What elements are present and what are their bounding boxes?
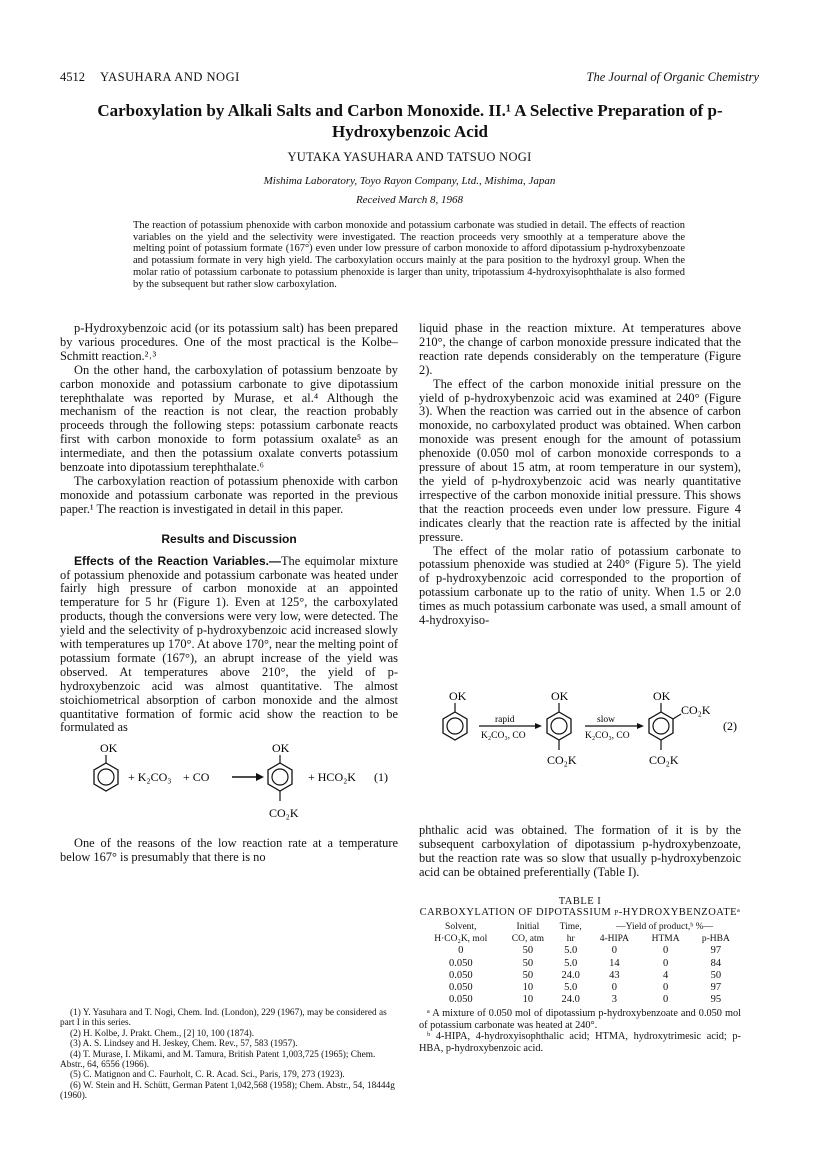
eq2-s2-top: OK xyxy=(551,689,569,703)
footnote: (4) T. Murase, I. Mikami, and M. Tamura, British Patent 1,003,725 (1965); Chem. Abstr., 64, 6556 (1966). xyxy=(60,1049,376,1071)
eq2-s3-top: OK xyxy=(653,689,671,703)
data-table xyxy=(419,921,741,1006)
table-header: CO, atm xyxy=(511,934,544,945)
table-cell: 0 xyxy=(611,982,617,994)
footnote: (5) C. Matignon and C. Faurholt, C. R. Acad. Sci., Paris, 179, 273 (1923). xyxy=(70,1070,345,1081)
table-cell: 0.050 xyxy=(448,969,473,981)
table-cell: 4 xyxy=(662,969,669,981)
eq2-arrow1-top: rapid xyxy=(495,715,515,725)
eq2-s3-bottom: CO₂K xyxy=(649,753,679,767)
eq1-byproduct: + HCO₂K xyxy=(308,770,356,785)
table-cell: 24.0 xyxy=(561,969,580,981)
paragraph: liquid phase in the reaction mixture. At temperatures above 210°, the change of carbon monoxide pressure indicated that the reaction rate depends considerably on the temperature (Figure 2). xyxy=(419,321,741,377)
table-cell: 0 xyxy=(662,945,669,957)
eq2-number: (2) xyxy=(723,719,737,733)
footnote: (3) A. S. Lindsey and H. Jeskey, Chem. Rev., 57, 583 (1957). xyxy=(70,1039,298,1050)
table-row xyxy=(419,994,741,1006)
table-header: —Yield of product,ᵇ %— xyxy=(616,922,713,932)
received-date: Received March 8, 1968 xyxy=(355,194,464,206)
eq2-arrow2-top: slow xyxy=(597,715,615,725)
table-cell: 14 xyxy=(609,957,620,969)
table-row xyxy=(419,982,741,994)
table-cell: 5.0 xyxy=(564,982,578,994)
abstract: The reaction of potassium phenoxide with carbon monoxide and potassium carbonate was studied in detail. The effects of reaction variables on the yield and the selectivity were investigated. The reaction proceeds very smoothly at a temperature above the melting point of potassium formate (167°) even under low pressure of carbon monoxide to afford dipotassium p-hydroxybenzoate and potassium formate in very high yield. The carboxylation occurs mainly at the para position to the hydroxyl group. When the molar ratio of potassium carbonate to potassium phenoxide is larger than unity, tripotassium 4-hydroxyisophthalate is also formed by the subsequent but rather slow carboxylation. xyxy=(133,220,685,290)
left-column xyxy=(60,322,398,865)
table-cell: 0.050 xyxy=(448,994,473,1006)
table-cell: 50 xyxy=(522,969,534,981)
table-header: 4-HIPA xyxy=(599,934,629,945)
table-cell: 5.0 xyxy=(564,957,578,969)
footnote: (1) Y. Yasuhara and T. Nogi, Chem. Ind. (London), 229 (1967), may be considered as part I in this series. xyxy=(60,1008,387,1029)
paragraph: The carboxylation reaction of potassium phenoxide with carbon monoxide and potassium carbonate was reported in the previous paper.¹ The reaction is investigated in detail in this paper. xyxy=(60,473,398,516)
eq1-co: + CO xyxy=(183,770,210,785)
table-cell: 95 xyxy=(710,994,722,1006)
table-note: ᵇ 4-HIPA, 4-hydroxyisophthalic acid; HTMA, hydroxytrimesic acid; p-HBA, p-hydroxybenzoic acid. xyxy=(419,1031,741,1054)
table-cell: 50 xyxy=(522,957,534,969)
table-cell: 84 xyxy=(710,957,722,969)
footnote: (2) H. Kolbe, J. Prakt. Chem., [2] 10, 100 (1874). xyxy=(70,1028,255,1039)
page-number: 4512 xyxy=(60,70,85,84)
table-cell: 0 xyxy=(662,957,669,969)
table-header-row xyxy=(419,933,741,945)
table-cell: 10 xyxy=(522,994,534,1006)
table-1 xyxy=(419,896,741,1054)
eq2-s3-side: CO₂K xyxy=(681,703,711,717)
runin-heading: Effects of the Reaction Variables.— xyxy=(74,553,281,568)
table-cell: 0 xyxy=(662,994,669,1006)
table-note: ᵃ A mixture of 0.050 mol of dipotassium p-hydroxybenzoate and 0.050 mol of potassium carbonate was heated at 240°. xyxy=(419,1008,741,1031)
table-header: p-HBA xyxy=(701,934,730,945)
article-title: Carboxylation by Alkali Salts and Carbon Monoxide. II.¹ A Selective Preparation of p-Hydroxybenzoic Acid xyxy=(97,101,723,141)
table-row xyxy=(419,945,741,957)
affiliation: Mishima Laboratory, Toyo Rayon Company, Ltd., Mishima, Japan xyxy=(263,175,556,187)
eq1-reactant-group: OK xyxy=(100,741,118,756)
paragraph: phthalic acid was obtained. The formation of it is by the subsequent carboxylation of dipotassium p-hydroxybenzoate, but the reaction rate was so slow that usually p-hydroxybenzoic acid can be obtained preferentially (Table I). xyxy=(419,823,741,879)
table-header: Solvent, xyxy=(445,922,477,932)
article-authors: YUTAKA YASUHARA AND TATSUO NOGI xyxy=(287,150,532,164)
paragraph xyxy=(60,555,398,736)
table-header: HTMA xyxy=(651,934,680,945)
footnote: (6) W. Stein and H. Schütt, German Patent 1,042,568 (1958); Chem. Abstr., 54, 18444g (1960). xyxy=(60,1080,395,1102)
section-heading: Results and Discussion xyxy=(161,531,297,546)
journal-name: The Journal of Organic Chemistry xyxy=(586,70,759,84)
table-cell: 0 xyxy=(662,982,669,994)
table-cell: 10 xyxy=(522,982,534,994)
footnotes xyxy=(60,1008,398,1102)
eq2-s2-bottom: CO₂K xyxy=(547,753,577,767)
table-cell: 50 xyxy=(522,945,534,957)
right-column-lower xyxy=(419,824,741,880)
table-header: H·CO₂K, mol xyxy=(434,934,488,945)
paragraph-text: The equimolar mixture of potassium phenoxide and potassium carbonate was heated under fairly high pressure of carbon monoxide at an appointed temperature for 5 hr (Figure 1). Even at 125°, the carboxylated products, though the conversions were very low, were detected. The yield and the selectivity of p-hydroxybenzoic acid increased slowly with temperatures up 170°. At above 170°, near the melting point of potassium formate (167°), an abrupt increase of the yield was observed. At temperatures above 210°, the yield of p-hydroxybenzoic acid was almost quantitative. The almost stoichiometrical absorption of carbon monoxide and the almost quantitative formation of formic acid show the reaction to be formulated as xyxy=(60,553,398,735)
table-cell: 50 xyxy=(710,969,722,981)
eq1-product-bottom: CO₂K xyxy=(269,806,299,821)
paragraph: One of the reasons of the low reaction rate at a temperature below 167° is presumably that there is no xyxy=(60,836,398,865)
table-cell: 0.050 xyxy=(448,982,473,994)
eq2-s1-group: OK xyxy=(449,689,467,703)
table-header: Initial xyxy=(516,922,540,932)
table-cell: 24.0 xyxy=(561,994,580,1006)
eq1-product-top: OK xyxy=(272,741,290,756)
table-cell: 0.050 xyxy=(448,957,473,969)
eq1-k2co3: + K₂CO₃ xyxy=(128,770,172,785)
table-cell: 97 xyxy=(710,945,722,957)
table-header-row xyxy=(419,921,741,933)
table-header: hr xyxy=(566,934,575,945)
eq1-number: (1) xyxy=(374,770,388,785)
table-caption: CARBOXYLATION OF DIPOTASSIUM p-HYDROXYBENZOATEᵃ xyxy=(419,907,741,918)
table-header: Time, xyxy=(559,922,582,932)
equation-1 xyxy=(60,739,398,833)
table-cell: 97 xyxy=(710,982,722,994)
table-label: TABLE I xyxy=(558,896,602,907)
paragraph: p-Hydroxybenzoic acid (or its potassium salt) has been prepared by various procedures. One of the most practical is the Kolbe–Schmitt reaction.²˒³ xyxy=(60,321,398,363)
paragraph: The effect of the carbon monoxide initial pressure on the yield of p-hydroxybenzoic acid was examined at 240° (Figure 3). When the reaction was carried out in the absence of carbon monoxide, no carboxylated product was obtained. When carbon monoxide was present enough for the amount of potassium phenoxide (0.050 mol of carbon monoxide corresponds to a pressure of about 15 atm, at room temperature in our system), the yield of p-hydroxybenzoic acid was nearly quantitative irrespective of the carbon monoxide initial pressure. This shows that the reaction proceeds even under low pressure. Figure 4 indicates clearly that the reaction rate is affected by the initial pressure. xyxy=(419,376,741,544)
table-cell: 0 xyxy=(611,945,617,957)
equation-2 xyxy=(419,688,741,780)
eq2-arrow2-bottom: K₂CO₃, CO xyxy=(585,731,630,741)
right-column xyxy=(419,322,741,628)
table-cell: 0 xyxy=(458,945,464,957)
table-row xyxy=(419,970,741,982)
running-head-authors: YASUHARA AND NOGI xyxy=(100,70,240,84)
table-row xyxy=(419,958,741,970)
paragraph: The effect of the molar ratio of potassium carbonate to potassium phenoxide was studied at 240° (Figure 5). The yield of p-hydroxybenzoic acid corresponded to the proportion of potassium carbonate up to the ratio of unity. When 1.5 or 2.0 times as much potassium carbonate was used, a small amount of 4-hydroxyiso- xyxy=(419,543,741,628)
table-cell: 43 xyxy=(609,969,620,981)
table-cell: 3 xyxy=(611,994,617,1006)
eq2-arrow1-bottom: K₂CO₃, CO xyxy=(481,731,526,741)
table-cell: 5.0 xyxy=(564,945,578,957)
table-notes xyxy=(419,1008,741,1054)
paragraph: On the other hand, the carboxylation of potassium benzoate by carbon monoxide and potassium carbonate to give dipotassium terephthalate was reported by Murase, et al.⁴ Although the mechanism of the reaction is not clear, the reaction probably proceeds through the following steps: potassium carbonate reacts first with carbon monoxide to form potassium oxalate⁵ as an intermediate, and then the potassium oxalate converts potassium benzoate into dipotassium terephthalate.⁶ xyxy=(60,362,398,475)
